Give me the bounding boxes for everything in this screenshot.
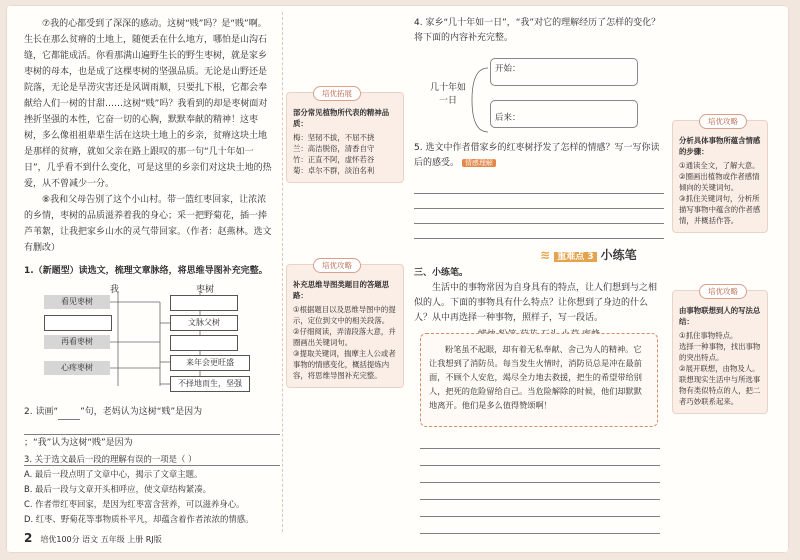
tip-card-association <box>672 287 768 414</box>
question-2-text-b: ”句，老妈认为这树“贱”是因为 <box>80 407 203 417</box>
q5-answer-line[interactable] <box>414 224 664 239</box>
question-1 <box>24 264 280 278</box>
mind-map-right-1: 文脉父树 <box>170 315 238 331</box>
example-paragraph: 粉笔虽不起眼，却有着无私奉献、舍己为人的精神。它让我想到了消防员。每当发生火情时，消防员总是冲在最前面，不顾个人安危，竭尽全力地去救援，把生的希望带给别人，把死的危险留给自己。当危险解除的时候，他们却默默地离开。他们是多么值得赞颂啊！ <box>429 344 642 410</box>
tip-card-plants <box>286 89 404 183</box>
tip-card-plants-line: 菊：卓尔不群，淡泊名利 <box>293 166 375 175</box>
tip-card-association-line: 联想现实生活中与所选事物有类似特点的人，把二者巧妙联系起来。 <box>679 375 761 406</box>
q3-option-b[interactable]: B. 最后一段与文章开头相呼应，使文章结构紧凑。 <box>24 484 211 494</box>
q4-start-label: 开始： <box>495 64 521 74</box>
practice-section <box>414 266 664 343</box>
tip-card-emotion-title: 分析具体事物所蕴含情感的步骤： <box>679 136 761 156</box>
mind-map-node-2: 再看枣树 <box>44 335 110 349</box>
practice-line[interactable] <box>420 432 660 449</box>
tip-card-emotion-line: ①通读全文，了解大意。 <box>679 161 760 170</box>
question-5-text: 5. 选文中作者借家乡的红枣树抒发了怎样的情感？写一写你读后的感受。 <box>414 143 660 168</box>
q3-option-a[interactable]: A. 最后一段点明了文章中心，揭示了文章主题。 <box>24 469 203 479</box>
question-2-text-a: 2. 读画“ <box>24 407 59 417</box>
q4-later-label: 后来： <box>495 113 521 123</box>
tip-card-mindmap-tag: 培优攻略 <box>313 258 361 273</box>
q4-later-box[interactable] <box>490 100 638 128</box>
practice-line[interactable] <box>420 466 660 483</box>
tip-card-emotion-tag: 培优攻略 <box>699 114 747 129</box>
example-paragraph-box <box>420 333 658 427</box>
tip-card-mindmap-title: 补充思维导图类题目的答题思路： <box>293 280 390 300</box>
mind-map-node-1: 看见枣树 <box>44 295 110 309</box>
tip-card-mindmap-line: ①根据题目以及思维导图中的提示，定位到文中的相关段落。 <box>293 305 396 325</box>
q4-start-box[interactable] <box>490 58 638 86</box>
tip-card-association-title: 由事物联想到人的写法总结： <box>679 306 761 326</box>
heading-wave-icon: ≋ <box>540 248 551 262</box>
tip-card-association-line: ②展开联想，由物及人。 <box>679 364 760 373</box>
column-divider <box>282 12 283 532</box>
question-4-text: 4. 家乡“几十年如一日”，“我”对它的理解经历了怎样的变化？将下面的内容补充完整。 <box>414 18 661 43</box>
tip-card-emotion <box>672 117 768 233</box>
tip-card-plants-line: 兰：高洁脱俗，清香自守 <box>293 144 375 153</box>
practice-line[interactable] <box>420 500 660 517</box>
q5-answer-line[interactable] <box>414 209 664 224</box>
tip-card-emotion-line: ②圈画出植物或作者感情倾向的关键词句。 <box>679 172 760 192</box>
question-3 <box>24 452 282 527</box>
page-footer <box>24 531 162 545</box>
mind-map-tree: 枣树 <box>196 285 215 295</box>
tip-card-plants-tag: 培优拓展 <box>313 86 361 101</box>
right-questions <box>414 16 662 46</box>
tip-card-association-tag: 培优攻略 <box>699 284 747 299</box>
practice-line[interactable] <box>420 483 660 500</box>
mind-map-me: 我 <box>110 285 120 295</box>
mind-map-blank-1[interactable] <box>44 315 112 331</box>
practice-prompt: 生活中的事物常因为自身具有的特点，让人们想到与之相似的人。下面的事物具有什么特点？让你想到了身边的什么人？从中再选择一种事物，照样子，写一段话。 <box>414 283 658 323</box>
q2-blank-sentence[interactable] <box>58 419 80 420</box>
question-5 <box>414 141 664 239</box>
mind-map-right-3: 不择地而生，坚强 <box>170 376 250 392</box>
q3-option-d[interactable]: D. 红枣、野菊花等事物质朴平凡，却蕴含着作者浓浓的情感。 <box>24 514 254 524</box>
reading-passage <box>24 16 274 256</box>
q5-tag: 情感理解 <box>462 159 496 167</box>
tip-card-association-line: 选择一种事物，找出事物的突出特点。 <box>679 342 761 362</box>
heading-badge: 重难点 3 <box>554 252 596 262</box>
tip-card-plants-title: 部分常见植物所代表的精神品质： <box>293 108 390 128</box>
tip-card-mindmap-line: ③提取关键词，揣摩主人公或者事物的情感变化，概括提炼内容，将思维导图补充完整。 <box>293 349 396 380</box>
footer-text: 培优100分 语文 五年级 上册 RJ版 <box>40 535 162 544</box>
question-3-text: 3. 关于选文最后一段的理解有误的一项是（ ） <box>24 454 197 464</box>
question-2-text-c: ；“我”认为这树“贱”是因为 <box>24 438 133 448</box>
q4-center-label: 几十年如一日 <box>429 83 466 106</box>
q2-answer-line-1[interactable] <box>24 420 280 435</box>
tip-card-plants-line: 竹：正直不阿，虚怀若谷 <box>293 155 375 164</box>
q3-option-c[interactable]: C. 作者带红枣回家，是因为红枣富含营养，可以滋养身心。 <box>24 499 245 509</box>
tip-card-plants-line: 梅：坚韧不拔，不屈不挠 <box>293 133 375 142</box>
section-heading <box>540 246 637 263</box>
practice-line[interactable] <box>420 449 660 466</box>
tip-card-mindmap-line: ②仔细阅读，弄清段落大意，并圈画出关键词句。 <box>293 327 396 347</box>
page-number: 2 <box>24 531 33 545</box>
question-1-text: 1.（新题型）读选文，梳理文章脉络，将思维导图补充完整。 <box>24 266 268 276</box>
passage-para-7: ⑦我的心都受到了深深的感动。这树“贱”吗？是“贱”啊。生长在那么贫瘠的土地上，随便丢在什么地方，哪怕是山沟石缝，它都能成活。你看那满山遍野生长的野生枣树，就是家乡枣树的母本，也是成了这棵枣树的坚强品质。无论是山野还是院落，无论是旱涝灾害还是风调雨顺，只要扎下根，它都会奉献给人们一树的甘甜……这树“贱”吗？我看到的却是枣树面对挫折坚强的本性，它奋一切的心胸，默默奉献的精神！这枣树，多么像祖祖辈辈生活在这块土地上的乡亲，贫瘠这块土地是那样的贫瘠，就如父亲在路上跟叹的那一句“几十年如一日”，几乎看不到什么变化，可是这里的乡亲们对这块土地的热爱，从不曾减少一分。 <box>24 19 272 189</box>
practice-answer-lines <box>420 432 660 534</box>
q4-bracket <box>466 60 490 140</box>
mind-map-blank-3[interactable] <box>170 335 238 351</box>
tip-card-association-line: ①抓住事物特点。 <box>679 331 738 340</box>
tip-card-emotion-line: ③抓住关键词句，分析所描写事物中蕴含的作者感情，并概括作答。 <box>679 194 761 225</box>
q5-answer-line[interactable] <box>414 179 664 194</box>
practice-line[interactable] <box>420 517 660 534</box>
mind-map-node-3: 心疼枣树 <box>44 361 110 375</box>
passage-para-8: ⑧我和父母告别了这个小山村。带一篮红枣回家，让浓浓的乡情，枣树的品质滋养着我的身心；采一把野菊花，插一捧芦苇絮，让我把家乡山水的灵气带回家。（作者：赵燕林。选文有删改） <box>24 195 272 253</box>
mind-map-blank-2[interactable] <box>170 295 238 311</box>
tip-card-mindmap <box>286 261 404 388</box>
mind-map-right-2: 来年会更旺盛 <box>170 355 250 371</box>
heading-title: 小练笔 <box>600 248 637 262</box>
practice-label: 三、小练笔。 <box>414 268 469 278</box>
q5-answer-line[interactable] <box>414 194 664 209</box>
